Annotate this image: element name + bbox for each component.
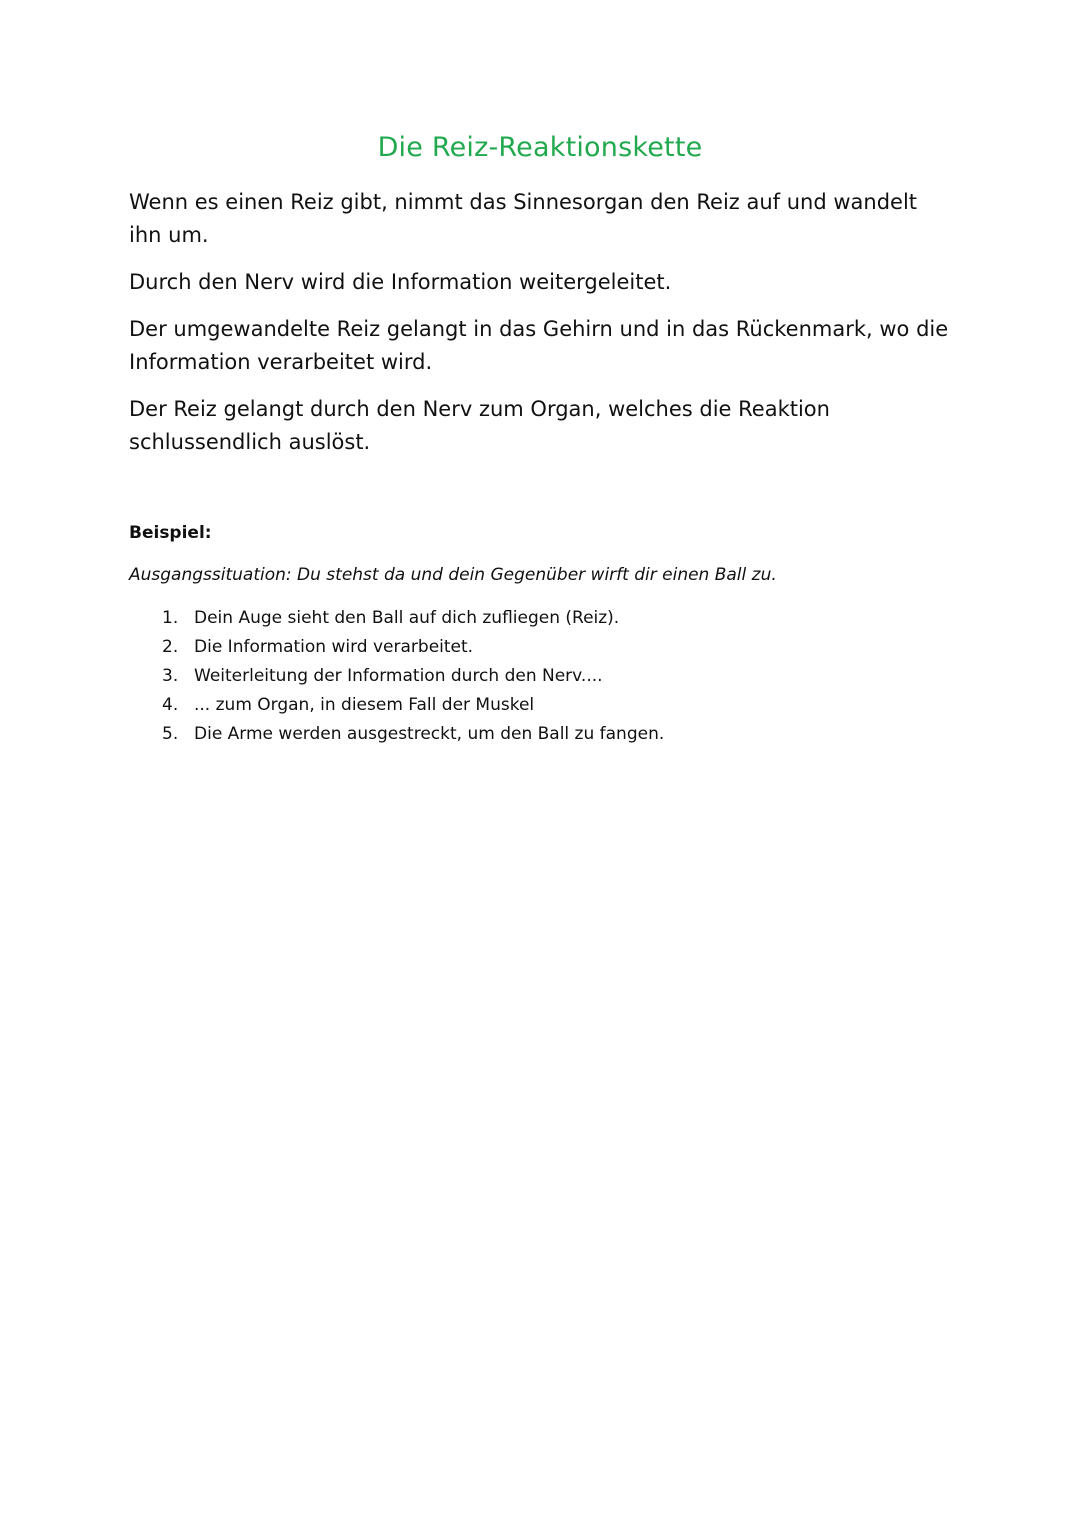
list-item-number: 5. bbox=[162, 724, 179, 744]
list-item bbox=[162, 633, 949, 662]
list-item bbox=[162, 662, 949, 691]
intro-text bbox=[129, 186, 949, 473]
list-item-text: Die Arme werden ausgestreckt, um den Ball zu fangen. bbox=[194, 724, 665, 744]
example-section bbox=[129, 519, 949, 749]
list-item-number: 4. bbox=[162, 695, 179, 715]
example-label: Beispiel: bbox=[129, 523, 212, 543]
list-item-number: 3. bbox=[162, 666, 179, 686]
paragraph-sense-organ: Wenn es einen Reiz gibt, nimmt das Sinnesorgan den Reiz auf und wandelt ihn um. bbox=[129, 190, 918, 247]
paragraph-organ: Der Reiz gelangt durch den Nerv zum Organ, welches die Reaktion schlussendlich auslöst. bbox=[129, 397, 830, 454]
list-item-text: Dein Auge sieht den Ball auf dich zufliegen (Reiz). bbox=[194, 608, 620, 628]
list-item-text: Die Information wird verarbeitet. bbox=[194, 637, 474, 657]
example-situation: Ausgangssituation: Du stehst da und dein Gegenüber wirft dir einen Ball zu. bbox=[129, 565, 777, 585]
example-steps-list bbox=[129, 604, 949, 749]
list-item-text: Weiterleitung der Information durch den Nerv.... bbox=[194, 666, 603, 686]
list-item bbox=[162, 720, 949, 749]
paragraph-brain: Der umgewandelte Reiz gelangt in das Gehirn und in das Rückenmark, wo die Information verarbeitet wird. bbox=[129, 317, 949, 374]
list-item bbox=[162, 691, 949, 720]
paragraph-nerve: Durch den Nerv wird die Information weitergeleitet. bbox=[129, 270, 672, 294]
list-item-number: 2. bbox=[162, 637, 179, 657]
list-item-text: ... zum Organ, in diesem Fall der Muskel bbox=[194, 695, 535, 715]
list-item-number: 1. bbox=[162, 608, 179, 628]
list-item bbox=[162, 604, 949, 633]
document-title: Die Reiz-Reaktionskette bbox=[377, 132, 703, 163]
